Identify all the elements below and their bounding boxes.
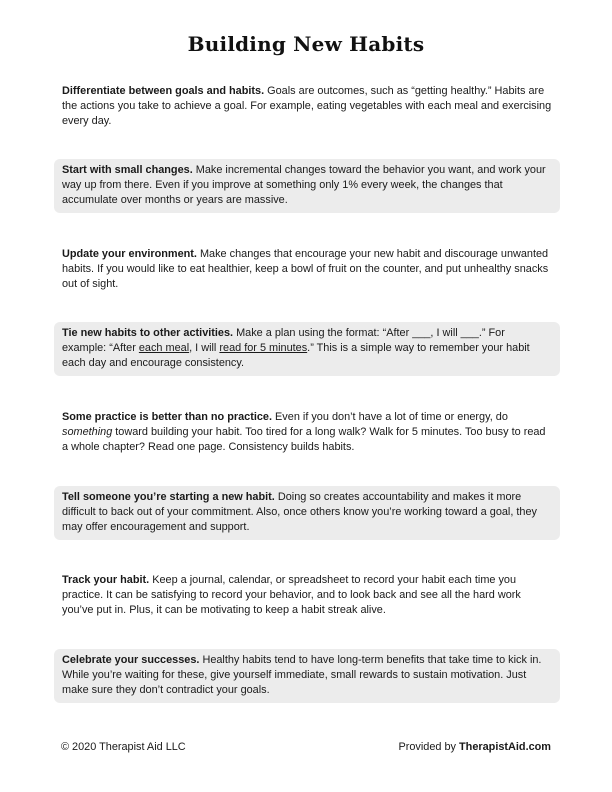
tip-text: Goals are outcomes, such as “getting healthy.” Habits are the actions you take to achieve a goal. For example, eating vegetables with each meal and exercising every day. (62, 85, 552, 128)
page-title: Building New Habits (187, 32, 425, 56)
tip-heading: Tell someone you’re starting a new habit. (62, 491, 275, 503)
tip-small-changes (54, 159, 560, 213)
tip-text: Doing so creates accountability and makes it more difficult to back out of your commitment. Also, once others know you’re working toward a goal, they may offer encouragement and support. (62, 491, 537, 534)
footer-provided-by (398, 741, 551, 753)
footer-provider-link[interactable]: TherapistAid.com (459, 741, 551, 753)
underlined-example: read for 5 minutes (219, 342, 308, 355)
tip-text: Make changes that encourage your new habit and discourage unwanted habits. If you would like to eat healthier, keep a bowl of fruit on the counter, and put unhealthy snacks out of sight. (62, 248, 549, 291)
tip-text: Make incremental changes toward the behavior you want, and work your way up from there. Even if you improve at something only 1% every week, the changes that accumulate over months or years are massive. (62, 164, 546, 207)
tip-some-practice (54, 406, 560, 460)
tip-text: , I will (189, 342, 220, 355)
tip-habit-stacking (54, 322, 560, 376)
tip-heading: Track your habit. (62, 574, 150, 586)
tip-tell-someone (54, 486, 560, 540)
tip-text: Keep a journal, calendar, or spreadsheet to record your habit each time you practice. It can be satisfying to record your behavior, and to look back and see all the hard work you’ve put in. Plus, it can be motivating to keep a habit streak alive. (62, 574, 521, 617)
tip-heading: Update your environment. (62, 248, 197, 260)
footer-provided-prefix: Provided by (398, 741, 456, 753)
tip-text: Make a plan using the format: “After ___, I will ___.” For example: “After (62, 327, 505, 355)
tip-heading: Tie new habits to other activities. (62, 327, 234, 339)
tip-text: Healthy habits tend to have long-term benefits that take time to kick in. While you’re waiting for these, give yourself immediate, small rewards to sustain motivation. Just make sure they don’t contradict your goals. (62, 654, 542, 697)
tip-heading: Start with small changes. (62, 164, 193, 176)
tip-goals-vs-habits (54, 80, 560, 134)
tip-text: .” This is a simple way to remember your habit each day and encourage consistency. (62, 342, 530, 370)
tip-text: toward building your habit. Too tired for a long walk? Walk for 5 minutes. Too busy to read a whole chapter? Read one page. Consistency builds habits. (62, 426, 546, 454)
tip-celebrate (54, 649, 560, 703)
tip-heading: Celebrate your successes. (62, 654, 200, 666)
tip-track-habit (54, 569, 560, 623)
tip-heading: Some practice is better than no practice. (62, 411, 273, 423)
underlined-example: each meal (138, 342, 190, 355)
footer-copyright: © 2020 Therapist Aid LLC (61, 741, 186, 753)
tip-text: Even if you don’t have a lot of time or energy, do (275, 411, 508, 423)
tip-environment (54, 243, 560, 297)
tip-heading: Differentiate between goals and habits. (62, 85, 265, 97)
emphasis-text: something (62, 426, 113, 439)
